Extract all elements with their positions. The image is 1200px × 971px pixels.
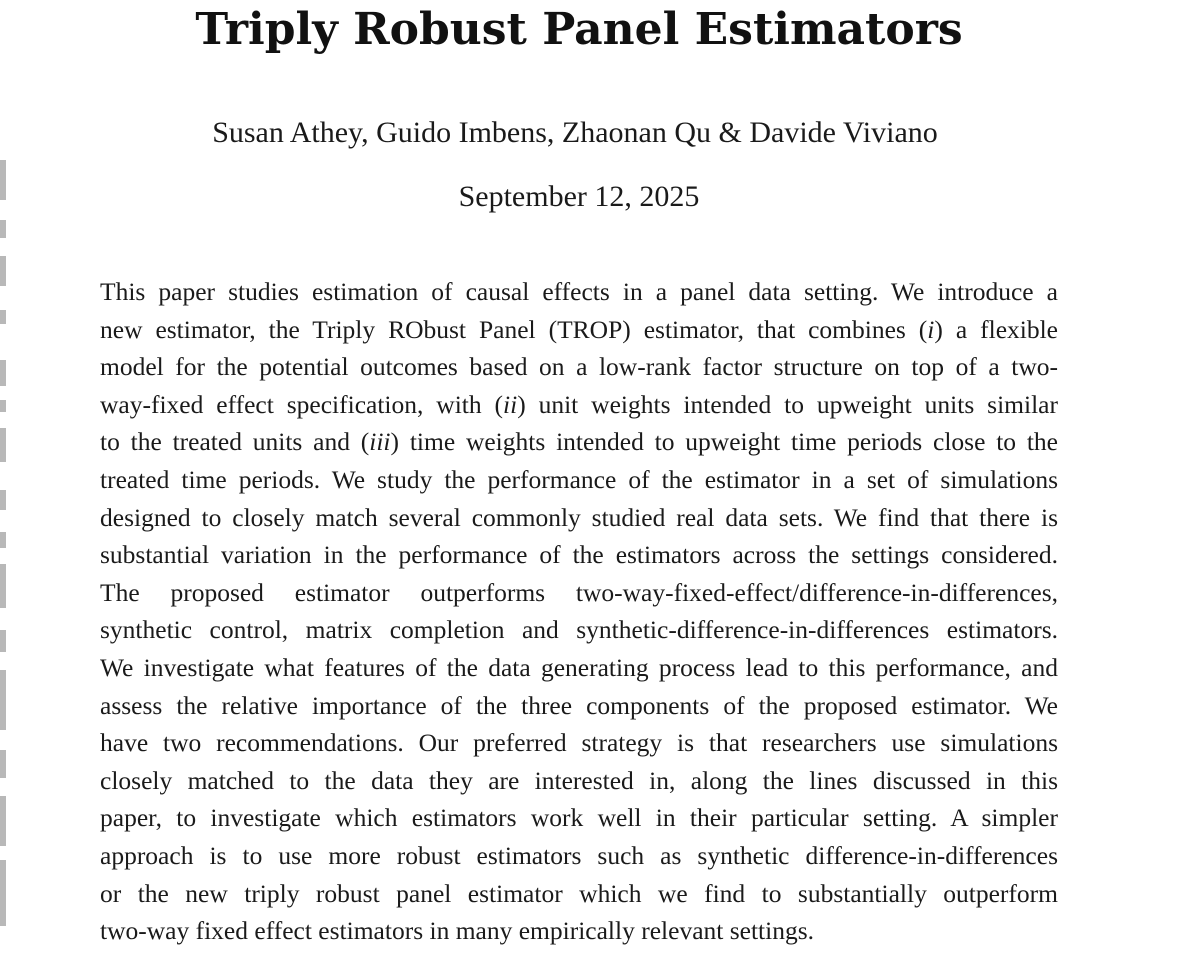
abstract-line: new estimator, the Triply RObust Panel (TROP) estimator, that combines (i) a flexible [100, 314, 1058, 344]
abstract-line: paper, to investigate which estimators work well in their particular setting. A simpler [100, 803, 1058, 833]
abstract-line: two-way fixed effect estimators in many empirically relevant settings. [100, 916, 815, 946]
abstract-line: We investigate what features of the data generating process lead to this performance, and [100, 652, 1058, 682]
paper-authors: Susan Athey, Guido Imbens, Zhaonan Qu & Davide Viviano [212, 116, 938, 149]
paper-title: Triply Robust Panel Estimators [195, 4, 963, 55]
abstract-line: synthetic control, matrix completion and synthetic-difference-in-differences estimators. [100, 615, 1058, 645]
abstract-line: to the treated units and (iii) time weights intended to upweight time periods close to the [100, 427, 1058, 457]
abstract-line: designed to closely match several commonly studied real data sets. We find that there is [100, 502, 1058, 532]
abstract-line: approach is to use more robust estimators such as synthetic difference-in-differences [100, 840, 1058, 870]
abstract-line: closely matched to the data they are interested in, along the lines discussed in this [100, 765, 1058, 795]
abstract-line: way-fixed effect specification, with (ii) unit weights intended to upweight units similar [100, 389, 1058, 419]
abstract-line: The proposed estimator outperforms two-way-fixed-effect/difference-in-differences, [100, 577, 1058, 607]
abstract-line: or the new triply robust panel estimator which we find to substantially outperform [100, 878, 1058, 908]
abstract-line: This paper studies estimation of causal effects in a panel data setting. We introduce a [100, 277, 1058, 306]
abstract-line: substantial variation in the performance of the estimators across the settings considered. [100, 540, 1058, 570]
arxiv-margin-stamp [0, 160, 10, 930]
abstract-line: have two recommendations. Our preferred strategy is that researchers use simulations [100, 728, 1058, 758]
abstract-line: model for the potential outcomes based on a low-rank factor structure on top of a two- [100, 352, 1058, 382]
abstract-line: assess the relative importance of the three components of the proposed estimator. We [100, 690, 1058, 720]
paper-date: September 12, 2025 [458, 180, 700, 213]
abstract [100, 273, 1058, 950]
abstract-line: treated time periods. We study the performance of the estimator in a set of simulations [100, 464, 1058, 494]
